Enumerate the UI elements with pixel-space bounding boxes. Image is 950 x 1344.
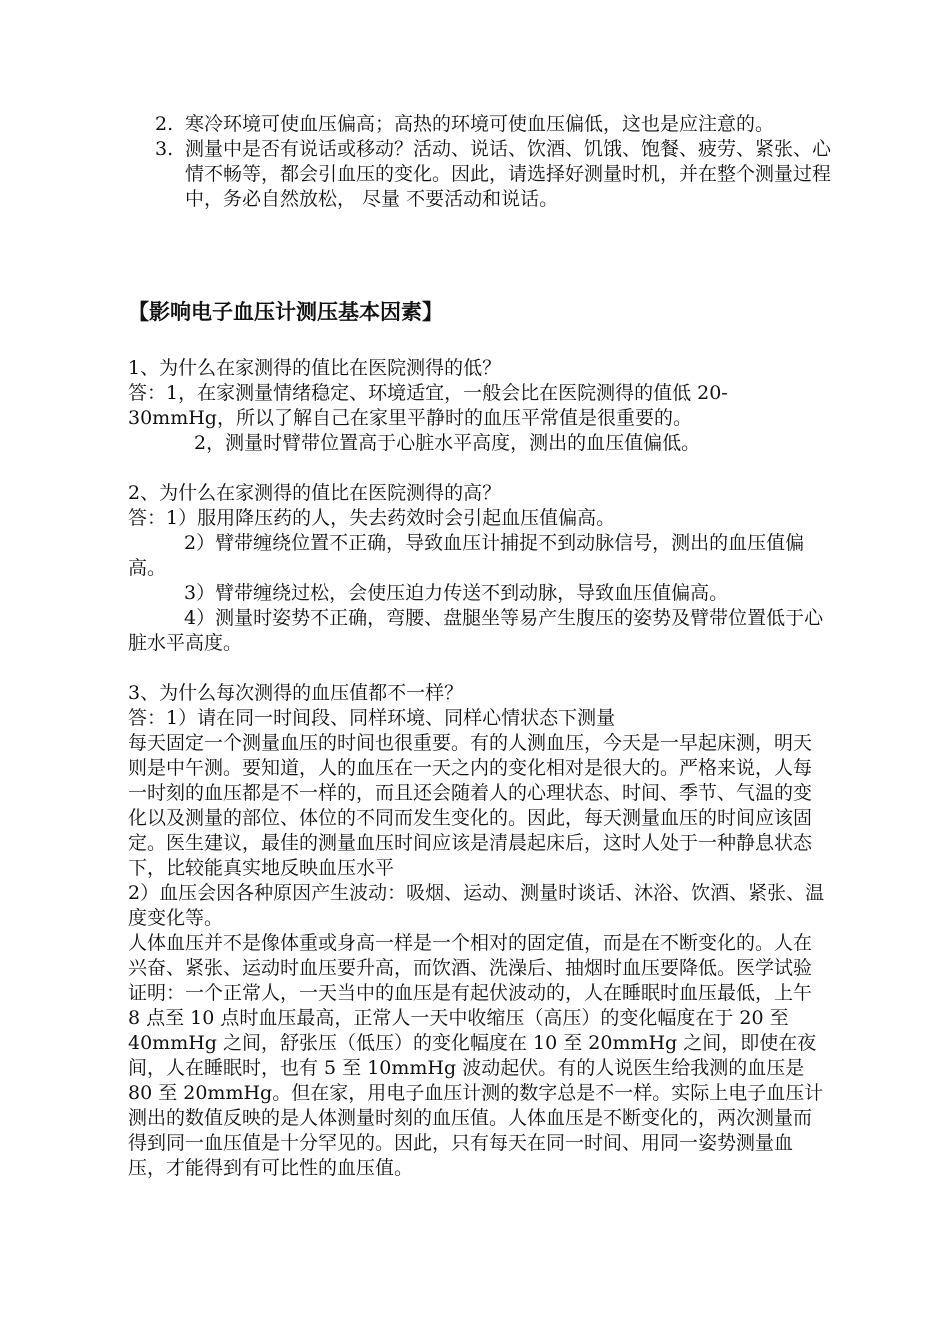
- numbered-list: [155, 112, 835, 212]
- question-1: 1、为什么在家测得的值比在医院测得的低？: [128, 357, 502, 379]
- answer-1-line-2: 2，测量时臂带位置高于心脏水平高度，测出的血压值偏低。: [194, 432, 701, 454]
- section-heading: 【影响电子血压计测压基本因素】: [128, 300, 443, 324]
- answer-2-line-1: 答：1）服用降压药的人，失去药效时会引起血压值偏高。: [128, 507, 616, 529]
- answer-3-paragraph-1: 每天固定一个测量血压的时间也很重要。有的人测血压，今天是一早起床测，明天则是中午测。要知道，人的血压在一天之内的变化相对是很大的。严格来说，人每一时刻的血压都是不一样的，而且还会随着人的心理状态、时间、季节、气温的变化以及测量的部位、体位的不同而发生变化的。因此，每天测量血压的时间应该固定。医生建议，最佳的测量血压时间应该是清晨起床后，这时人处于一种静息状态下，比较能真实地反映血压水平: [128, 732, 813, 879]
- list-item-number: 2.: [155, 113, 174, 135]
- document-body: [128, 356, 830, 1181]
- list-item-text: 测量中是否有说话或移动？活动、说话、饮酒、饥饿、饱餐、疲劳、紧张、心情不畅等，都会引血压的变化。因此，请选择好测量时机，并在整个测量过程中，务必自然放松， 尽量 不要活动和说话。: [185, 138, 832, 210]
- list-item-text: 寒冷环境可使血压偏高；高热的环境可使血压偏低，这也是应注意的。: [185, 113, 775, 135]
- answer-3-paragraph-2: 人体血压并不是像体重或身高一样是一个相对的固定值，而是在不断变化的。人在兴奋、紧张、运动时血压要升高，而饮酒、洗澡后、抽烟时血压要降低。医学试验证明：一个正常人，一天当中的血压是有起伏波动的，人在睡眠时血压最低，上午 8 点至 10 点时血压最高，正常人一天中收缩压（高压）的变化幅度在于 20 至 40mmHg 之间，舒张压（低压）的变化幅度在 10 至 20mmHg 之间，即使在夜间，人在睡眠时，也有 5 至 10mmHg 波动起伏。有的人说医生给我测的血压是 80 至 20mmHg。但在家，用电子血压计测的数字总是不一样。实际上电子血压计测出的数值反映的是人体测量时刻的血压值。人体血压是不断变化的，两次测量而得到同一血压值是十分罕见的。因此，只有每天在同一时间、用同一姿势测量血压，才能得到有可比性的血压值。: [128, 932, 824, 1179]
- list-item-number: 3.: [155, 138, 174, 160]
- answer-2-line-4: 4）测量时姿势不正确，弯腰、盘腿坐等易产生腹压的姿势及臂带位置低于心脏水平高度。: [128, 607, 824, 654]
- list-item: [155, 112, 835, 137]
- question-2: 2、为什么在家测得的值比在医院测得的高？: [128, 482, 502, 504]
- spacer: [128, 456, 830, 481]
- answer-3-line-2: 2）血压会因各种原因产生波动：吸烟、运动、测量时谈话、沐浴、饮酒、紧张、温度变化等。: [128, 882, 825, 929]
- answer-2-line-2: 2）臂带缠绕位置不正确，导致血压计捕捉不到动脉信号，测出的血压值偏高。: [128, 532, 805, 579]
- answer-1-line-1: 答：1，在家测量情绪稳定、环境适宜，一般会比在医院测得的值低 20-30mmHg，所以了解自己在家里平静时的血压平常值是很重要的。: [128, 382, 728, 429]
- answer-3-line-1: 答：1）请在同一时间段、同样环境、同样心情状态下测量: [128, 707, 616, 729]
- answer-2-line-3: 3）臂带缠绕过松，会使压迫力传送不到动脉，导致血压值偏高。: [184, 582, 729, 604]
- spacer: [128, 656, 830, 681]
- question-3: 3、为什么每次测得的血压值都不一样？: [128, 682, 464, 704]
- list-item: [155, 137, 835, 212]
